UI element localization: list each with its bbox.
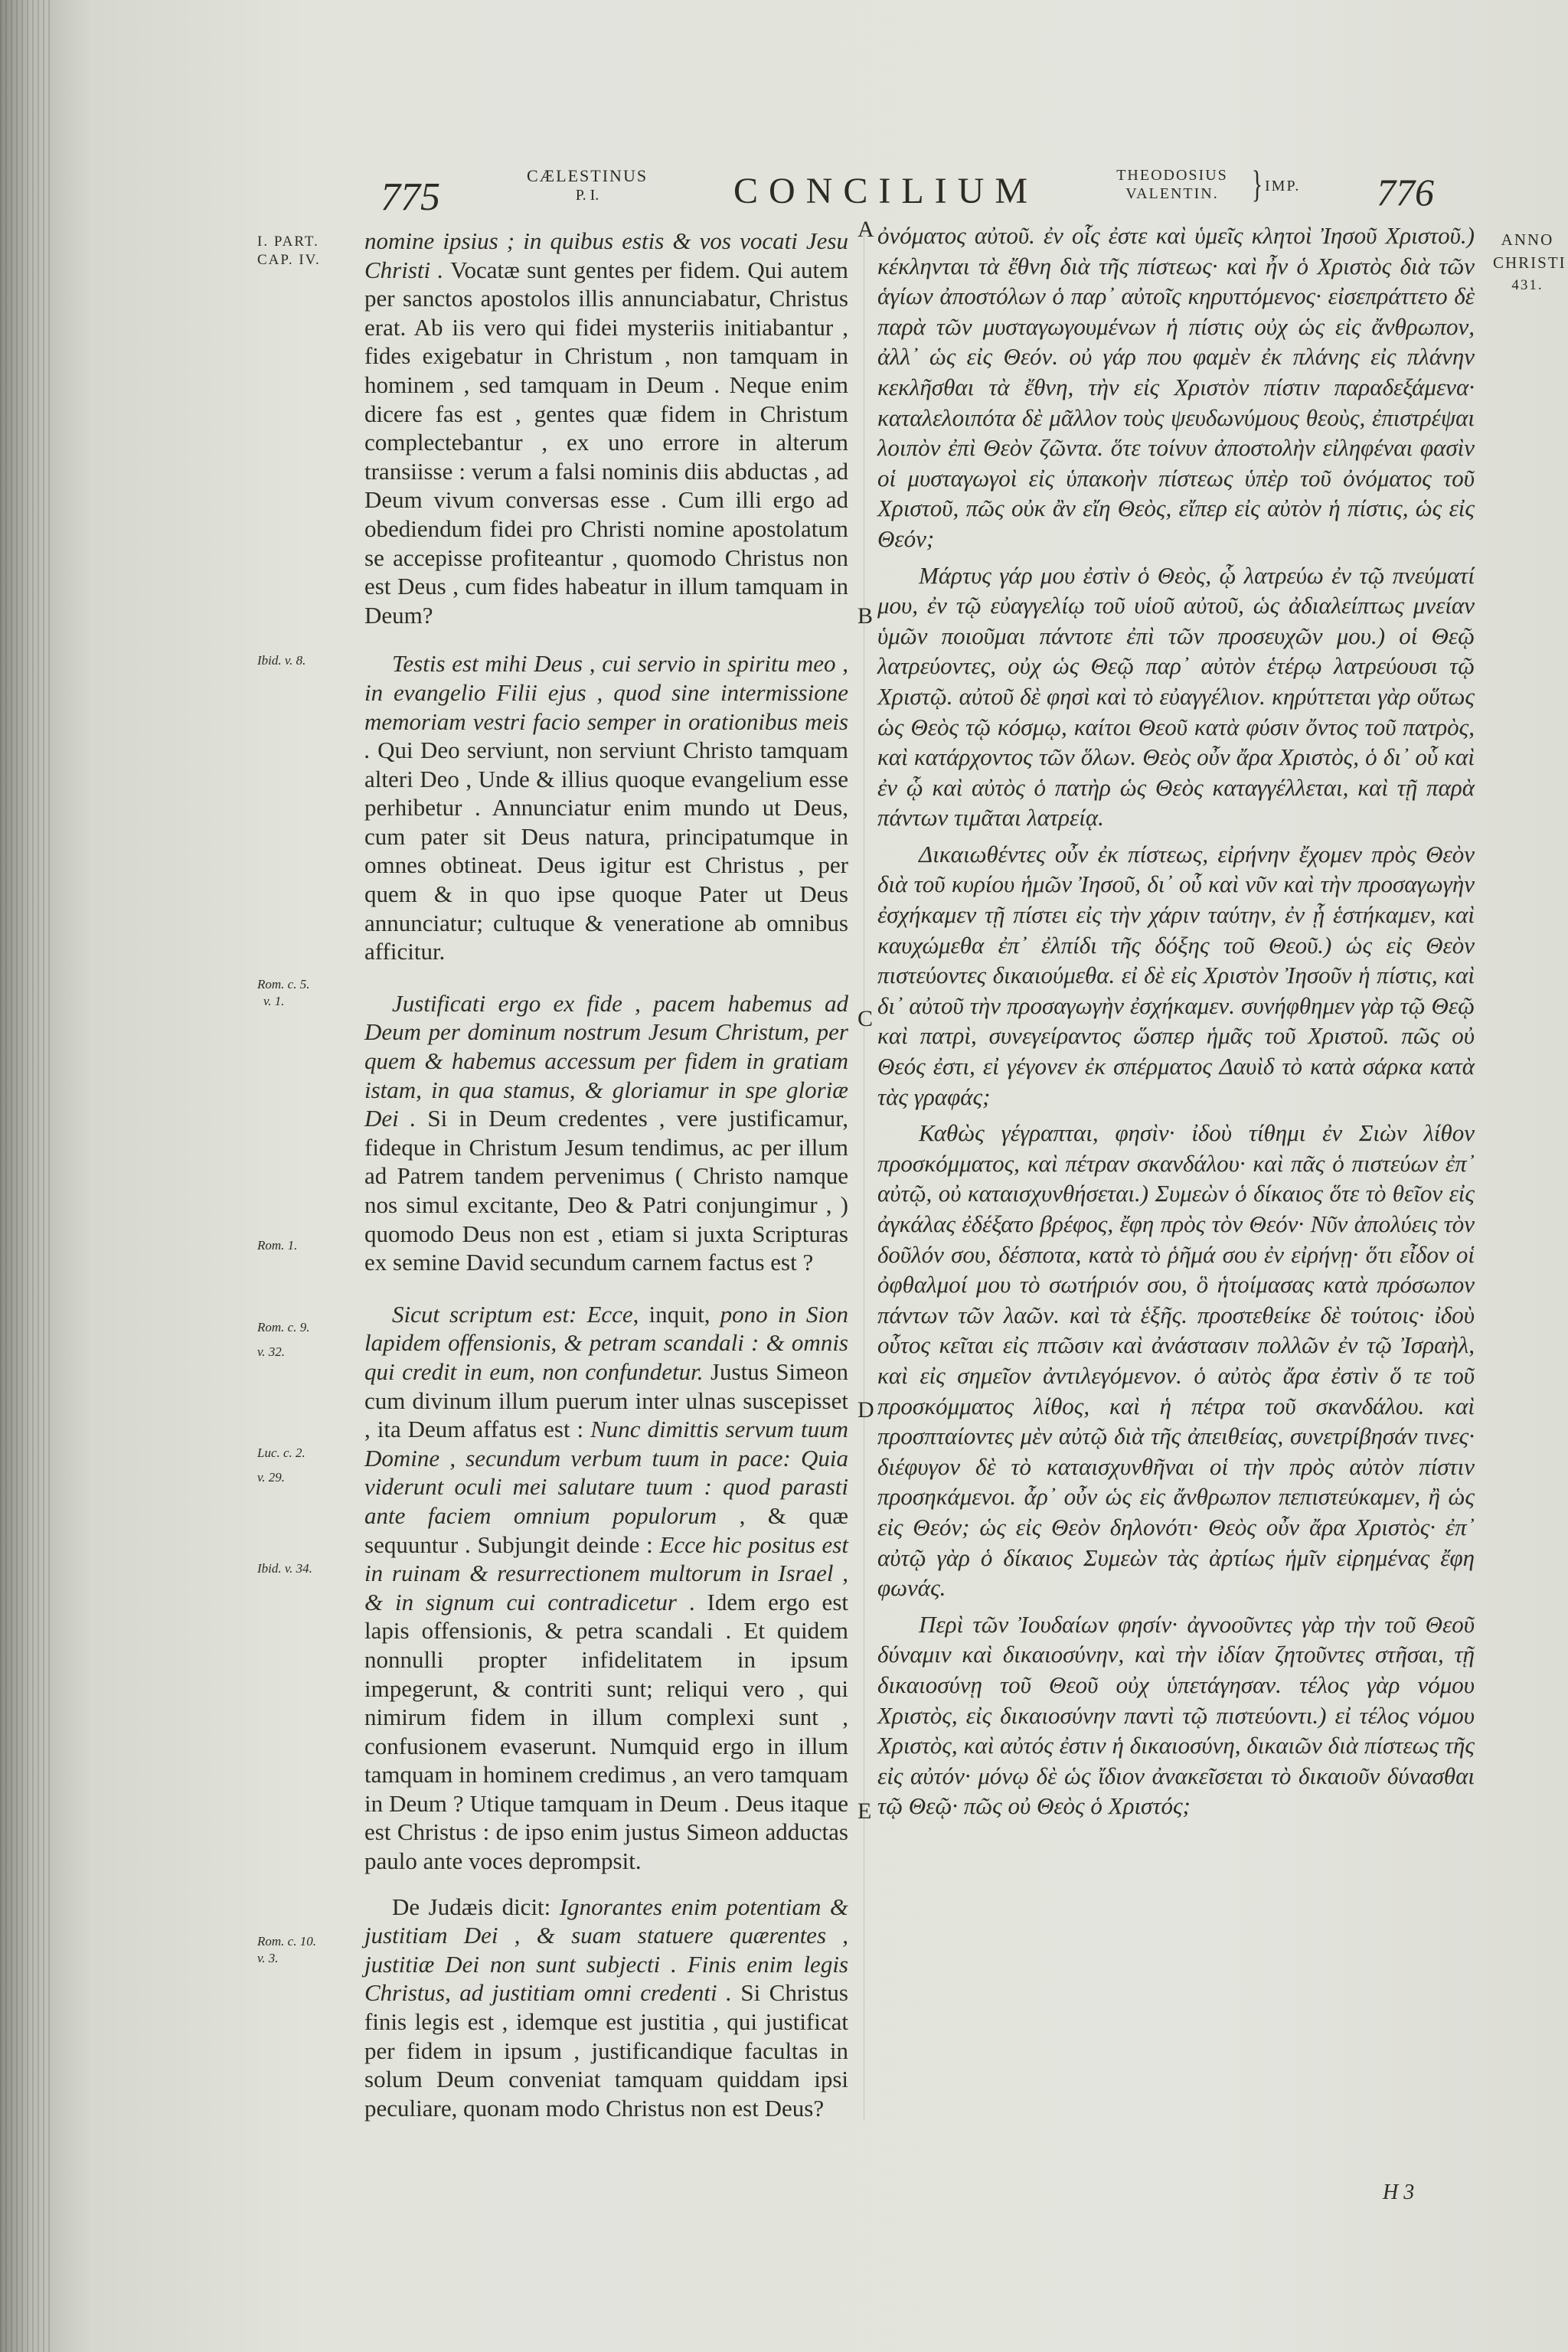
- margin-ref-verse: v. 29.: [257, 1470, 286, 1485]
- greek-paragraph-1: ὀνόματος αὐτοῦ. ἐν οἷς ἐστε καὶ ὑμεῖς κλητοὶ Ἰησοῦ Χριστοῦ.) κέκληνται τὰ ἔθνη διὰ τῆς πίστεως· καὶ ἦν ὁ Χριστὸς διὰ τῶν ἁγίων ἀποστόλων ὁ παρ᾽ αὐτοῖς κηρυττόμενος· εἰσεπράττετο δὲ παρὰ τῶν μυσταγωγουμένων ἡ πίστις οὐχ ὡς εἰς ἄνθρωπον, ἀλλ᾽ ὡς εἰς Θεόν. οὐ γάρ που φαμὲν ἐκ πλάνης εἰς πλάνην κεκλῆσθαι τὰ ἔθνη, τὴν εἰς Χριστὸν πίστιν παραδεξάμενα· καταλελοιπότα δὲ μᾶλλον τοὺς ψευδωνύμους θεοὺς, ἐπιστρέψαι λοιπὸν ἐπὶ Θεὸν ζῶντα. ὅτε τοίνυν ἀποστολὴν εἰληφέναι φασὶν οἱ μυσταγωγοὶ εἰς ὑπακοὴν πίστεως ὑπὲρ τοῦ ὀνόματος τοῦ Χριστοῦ, πῶς οὐκ ἂν εἴη Θεὸς, εἴπερ εἰς αὐτὸν ἡ πίστις, ὡς εἰς Θεόν;: [877, 222, 1475, 552]
- anno-label: ANNO: [1501, 230, 1554, 249]
- margin-note-rom9: [257, 1319, 309, 1361]
- page-number-left: 775: [381, 175, 440, 219]
- margin-note-luc: [257, 1445, 305, 1486]
- page-edges: [0, 0, 54, 2352]
- commentary-text: Si Christus finis legis est , idemque est justitia , qui justificat per fidem in ipsum , justificandique facultas in solum Deum conveniat tamquam quiddam ipsi peculiare, quonam modo Christus non est Deus?: [364, 1979, 848, 2122]
- commentary-text: Qui Deo serviunt, non serviunt Christo tamquam alteri Deo , Unde & illius quoque evangelium esse perhibetur . Annunciatur enim mundo ut Deus, cum pater sit Deus natura, principatumque in omnes obtineat. Deus igitur est Christus , per quem & in quo ipse quoque Pater ut Deus annunciatur; cultuque & veneratione ab omnibus afficitur.: [364, 737, 848, 965]
- greek-paragraph-4: Καθὼς γέγραπται, φησὶν· ἰδοὺ τίθημι ἐν Σιὼν λίθον προσκόμματος, καὶ πέτραν σκανδάλου· καὶ πᾶς ὁ πιστεύων ἐπ᾽ αὐτῷ, οὐ καταισχυνθήσεται.) Συμεὼν ὁ δίκαιος ὅτε τὸ θεῖον εἰς ἀγκάλας ἐδέξατο βρέφος, ἔφη πρὸς τὸν Θεόν· Νῦν ἀπολύεις τὸν δοῦλόν σου, δέσποτα, κατὰ τὸ ῥῆμά σου ἐν εἰρήνῃ· ὅτι εἶδον οἱ ὀφθαλμοί μου τὸ σωτήριόν σου, ὃ ἡτοίμασας κατὰ πρόσωπον πάντων τῶν λαῶν. καὶ τὰ ἑξῆς. προστεθείκε δὲ τούτοις· ἰδοὺ οὗτος κεῖται εἰς πτῶσιν καὶ ἀνάστασιν πολλῶν ἐν τῷ Ἰσραὴλ, καὶ εἰς σημεῖον ἀντιλεγόμενον. ὁ αὐτὸς ἄρα ἐστὶν ὅ τε τοῦ προσκόμματος λίθος, καὶ ἡ πέτρα τοῦ σκανδάλου. καὶ προσπταίοντες μὲν αὐτῷ διὰ τῆς ἀπειθείας, συνετρίβησάν τινες· διέφυγον δὲ τὸ καταισχυνθῆναι οἱ τὴν πρὸς αὐτὸν πίστιν προσηκάμενοι. ἆρ᾽ οὖν ὡς εἰς ἄνθρωπον πεπιστεύκαμεν, ἢ ὡς εἰς Θεόν; ὡς εἰς Θεὸν δηλονότι· Θεὸς οὖν ἄρα Χριστὸς· ἐπ᾽ αὐτῷ γὰρ ὁ δίκαιος Συμεὼν τὰς ἀρτίως ἡμῖν εἰρημένας ἔφη φωνάς.: [877, 1119, 1475, 1602]
- latin-paragraph-4: [364, 1300, 848, 1876]
- brace-glyph: }: [1251, 162, 1263, 205]
- commentary-text: De Judæis dicit:: [392, 1893, 560, 1920]
- scripture-quote: Ignorantes enim potentiam & justitiam Dei , & suam statuere quærentes , justitiæ Dei non sunt subjecti . Finis enim legis Christus, ad justitiam omni credenti .: [364, 1893, 848, 2007]
- commentary-text: Si in Deum credentes , vere justificamur, fideque in Christum Jesum tendimus, ac per illum ad Patrem tandem pervenimus ( Christo namque nos simul excitante, Deo & Patri conjungimur , ) quomodo Deus non est , etiam si juxta Scripturas ex semine David secundum carnem factus est ?: [364, 1105, 849, 1276]
- margin-note-part: [257, 230, 321, 273]
- scripture-quote: pono in Sion lapidem offensionis, & petram scandali : & omnis qui credit in eum, non confundetur.: [364, 1300, 848, 1385]
- margin-ref: Luc. c. 2.: [257, 1446, 305, 1460]
- section-letter-d: D: [858, 1397, 874, 1423]
- scripture-quote: Testis est mihi Deus , cui servio in spiritu meo , in evangelio Filii ejus , quod sine intermissione memoriam vestri facio semper in orationibus meis .: [364, 650, 848, 764]
- scripture-quote: nomine ipsius ; in quibus estis & vos vocati Jesu Christi .: [364, 227, 848, 283]
- section-letter-e: E: [858, 1798, 872, 1824]
- commentary-text: , & quæ sequuntur . Subjungit deinde :: [364, 1501, 848, 1558]
- header-theodosius: THEODOSIUS: [1116, 167, 1228, 184]
- commentary-text: Justus Simeon cum divinum illum puerum inter ulnas suscepisset , ita Deum affatus est :: [364, 1357, 849, 1443]
- margin-ref-verse: v. 3.: [257, 1951, 279, 1965]
- latin-column: [364, 227, 848, 2139]
- part-label: I. PART.: [257, 234, 319, 250]
- latin-paragraph-2: [364, 649, 848, 966]
- margin-note-ibid: Ibid. v. 8.: [257, 653, 306, 668]
- margin-note-rom10: [257, 1933, 316, 1967]
- section-letter-a: A: [858, 217, 874, 242]
- catchword: H 3: [1383, 2180, 1415, 2204]
- section-letter-b: B: [858, 603, 874, 629]
- margin-ref: Rom. c. 9.: [257, 1320, 310, 1334]
- christi-label: CHRISTI: [1493, 253, 1566, 272]
- margin-ref-verse: v. 32.: [257, 1344, 286, 1359]
- margin-ref-verse: v. 1.: [263, 994, 285, 1008]
- commentary-text: , inquit,: [632, 1300, 720, 1328]
- commentary-text: . Idem ergo est lapis offensionis, & petra scandali . Et quidem nonnulli propter infidelitatem in ipsum impegerunt, & contriti sunt; reliqui vero , qui nimirum fidem in illum complexi sunt , confusionem evaserunt. Numquid ergo in illum tamquam in hominem credimus , an vero tamquam in Deum ? Utique tamquam in Deum . Deus itaque est Christus : de ipso enim justus Simeon adductas paulo ante voces deprompsit.: [364, 1588, 848, 1875]
- header-valentin: VALENTIN.: [1125, 185, 1219, 202]
- latin-paragraph-5: [364, 1893, 848, 2123]
- scripture-quote: Ecce hic positus est in ruinam & resurrectionem multorum in Israel , & in signum cui contradicetur: [364, 1530, 848, 1615]
- greek-column: [877, 220, 1475, 1828]
- header-imp: IMP.: [1265, 178, 1301, 194]
- margin-ref: Rom. c. 10.: [257, 1934, 316, 1949]
- margin-ref: Rom. c. 5.: [257, 977, 310, 991]
- commentary-text: Vocatæ sunt gentes per fidem. Qui autem per sanctos apostolos illis annunciabatur, Christus erat. Ab iis vero qui fidei mysteriis initiabantur , fides exigebatur in Christum , non tamquam in hominem , sed tamquam in Deum . Neque enim dicere fas est , gentes quæ fidem in Christum complectebantur , ex uno errore in alterum transiisse : verum a falsi nominis diis abductas , ad Deum vivum conversas esse . Cum illi ergo ad obediendum fidei pro Christi nomine apostolatum se accepisse profiteantur , quomodo Christus non est Deus , cum fides habeatur in illum tamquam in Deum?: [364, 256, 848, 629]
- scripture-quote: Justificati ergo ex fide , pacem habemus ad Deum per dominum nostrum Jesum Christum, per quem & habemus accessum per fidem in gratiam istam, in qua stamus, & gloriamur in spe gloriæ Dei .: [364, 989, 848, 1132]
- latin-paragraph-3: [364, 989, 848, 1277]
- greek-paragraph-3: Δικαιωθέντες οὖν ἐκ πίστεως, εἰρήνην ἔχομεν πρὸς Θεὸν διὰ τοῦ κυρίου ἡμῶν Ἰησοῦ, δι᾽ οὗ καὶ νῦν καὶ τὴν προσαγωγὴν ἐσχήκαμεν τῇ πίστει εἰς τὴν χάριν ταύτην, ἐν ᾗ ἑστήκαμεν, καὶ καυχώμεθα ἐπ᾽ ἐλπίδι τῆς δόξης τοῦ Θεοῦ.) ὡς εἰς Θεὸν πιστεύοντες δικαιούμεθα. εἰ δὲ εἰς Χριστὸν Ἰησοῦν ἡ πίστις, καὶ δι᾽ αὐτοῦ τὴν προσαγωγὴν ἐσχήκαμεν. συνήφθημεν γὰρ τῷ Θεῷ καὶ πατρὶ, συνεγείραντος ὥσπερ ἡμᾶς τοῦ Χριστοῦ. πῶς οὐ Θεός ἐστι, εἰ γέγονεν ἐκ σπέρματος Δαυὶδ τὸ κατὰ σάρκα κατὰ τὰς γραφάς;: [877, 840, 1475, 1110]
- running-title: CONCILIUM: [733, 171, 1038, 211]
- margin-note-rom1: Rom. 1.: [257, 1238, 298, 1253]
- margin-note-ibid-v34: Ibid. v. 34.: [257, 1561, 312, 1576]
- header-caelestinus: CÆLESTINUS: [526, 166, 648, 185]
- latin-paragraph-1: [364, 227, 848, 629]
- margin-note-rom5: [257, 976, 309, 1010]
- greek-paragraph-2: Μάρτυς γάρ μου ἐστὶν ὁ Θεὸς, ᾧ λατρεύω ἐν τῷ πνεύματί μου, ἐν τῷ εὐαγγελίῳ τοῦ υἱοῦ αὐτοῦ, ὡς ἀδιαλείπτως μνείαν ὑμῶν ποιοῦμαι πάντοτε ἐπὶ τῶν προσευχῶν μου.) οἱ Θεῷ λατρεύοντες, οὐχ ὡς Θεῷ παρ᾽ αὐτὸν ἑτέρῳ λατρεύουσι τῷ Χριστῷ. αὐτοῦ δὲ φησὶ καὶ τὸ εὐαγγέλιον. κηρύττεται γὰρ οὕτως ὡς Θεὸς τῷ κόσμῳ, καίτοι Θεοῦ κατὰ φύσιν ὄντος τοῦ πατρὸς, καὶ κατάρχοντος τῶν ὅλων. Θεὸς οὖν ἄρα Χριστὸς, ὁ δι᾽ οὗ καὶ ἐν ᾧ καὶ αὐτὸς ὁ πατὴρ ὡς Θεὸς καταγγέλλεται, καὶ τῇ παρὰ πάντων τιμᾶται λατρείᾳ.: [877, 561, 1475, 831]
- section-letter-c: C: [858, 1006, 874, 1031]
- scripture-quote: Nunc dimittis servum tuum Domine , secundum verbum tuum in pace: Quia viderunt oculi mei salutare tuum : quod parasti ante faciem omnium populorum: [364, 1416, 848, 1529]
- cap-label: CAP. IV.: [257, 252, 321, 268]
- margin-note-anno: [1493, 228, 1566, 297]
- page-number-right: 776: [1377, 171, 1434, 214]
- greek-paragraph-5: Περὶ τῶν Ἰουδαίων φησίν· ἀγνοοῦντες γὰρ τὴν τοῦ Θεοῦ δύναμιν καὶ δικαιοσύνην, καὶ τὴν ἰδίαν ζητοῦντες στῆσαι, τῇ δικαιοσύνῃ τοῦ Θεοῦ οὐχ ὑπετάγησαν. τέλος γὰρ νόμου Χριστὸς, εἰς δικαιοσύνην παντὶ τῷ πιστεύοντι.) εἰ τέλος νόμου Χριστὸς, καὶ αὐτός ἐστιν ἡ δικαιοσύνη, δικαιῶν διὰ πίστεως τῆς εἰς αὐτόν· μόνῳ δὲ ὡς ἴδιον ἀνακεῖσεται τὸ δικαιοῦν δύνασθαι τῷ Θεῷ· πῶς οὐ Θεὸς ὁ Χριστός;: [877, 1610, 1475, 1820]
- year-label: 431.: [1511, 277, 1544, 293]
- header-caelestinus-sub: P. I.: [575, 187, 599, 204]
- scripture-quote: Sicut scriptum est: Ecce: [392, 1300, 633, 1328]
